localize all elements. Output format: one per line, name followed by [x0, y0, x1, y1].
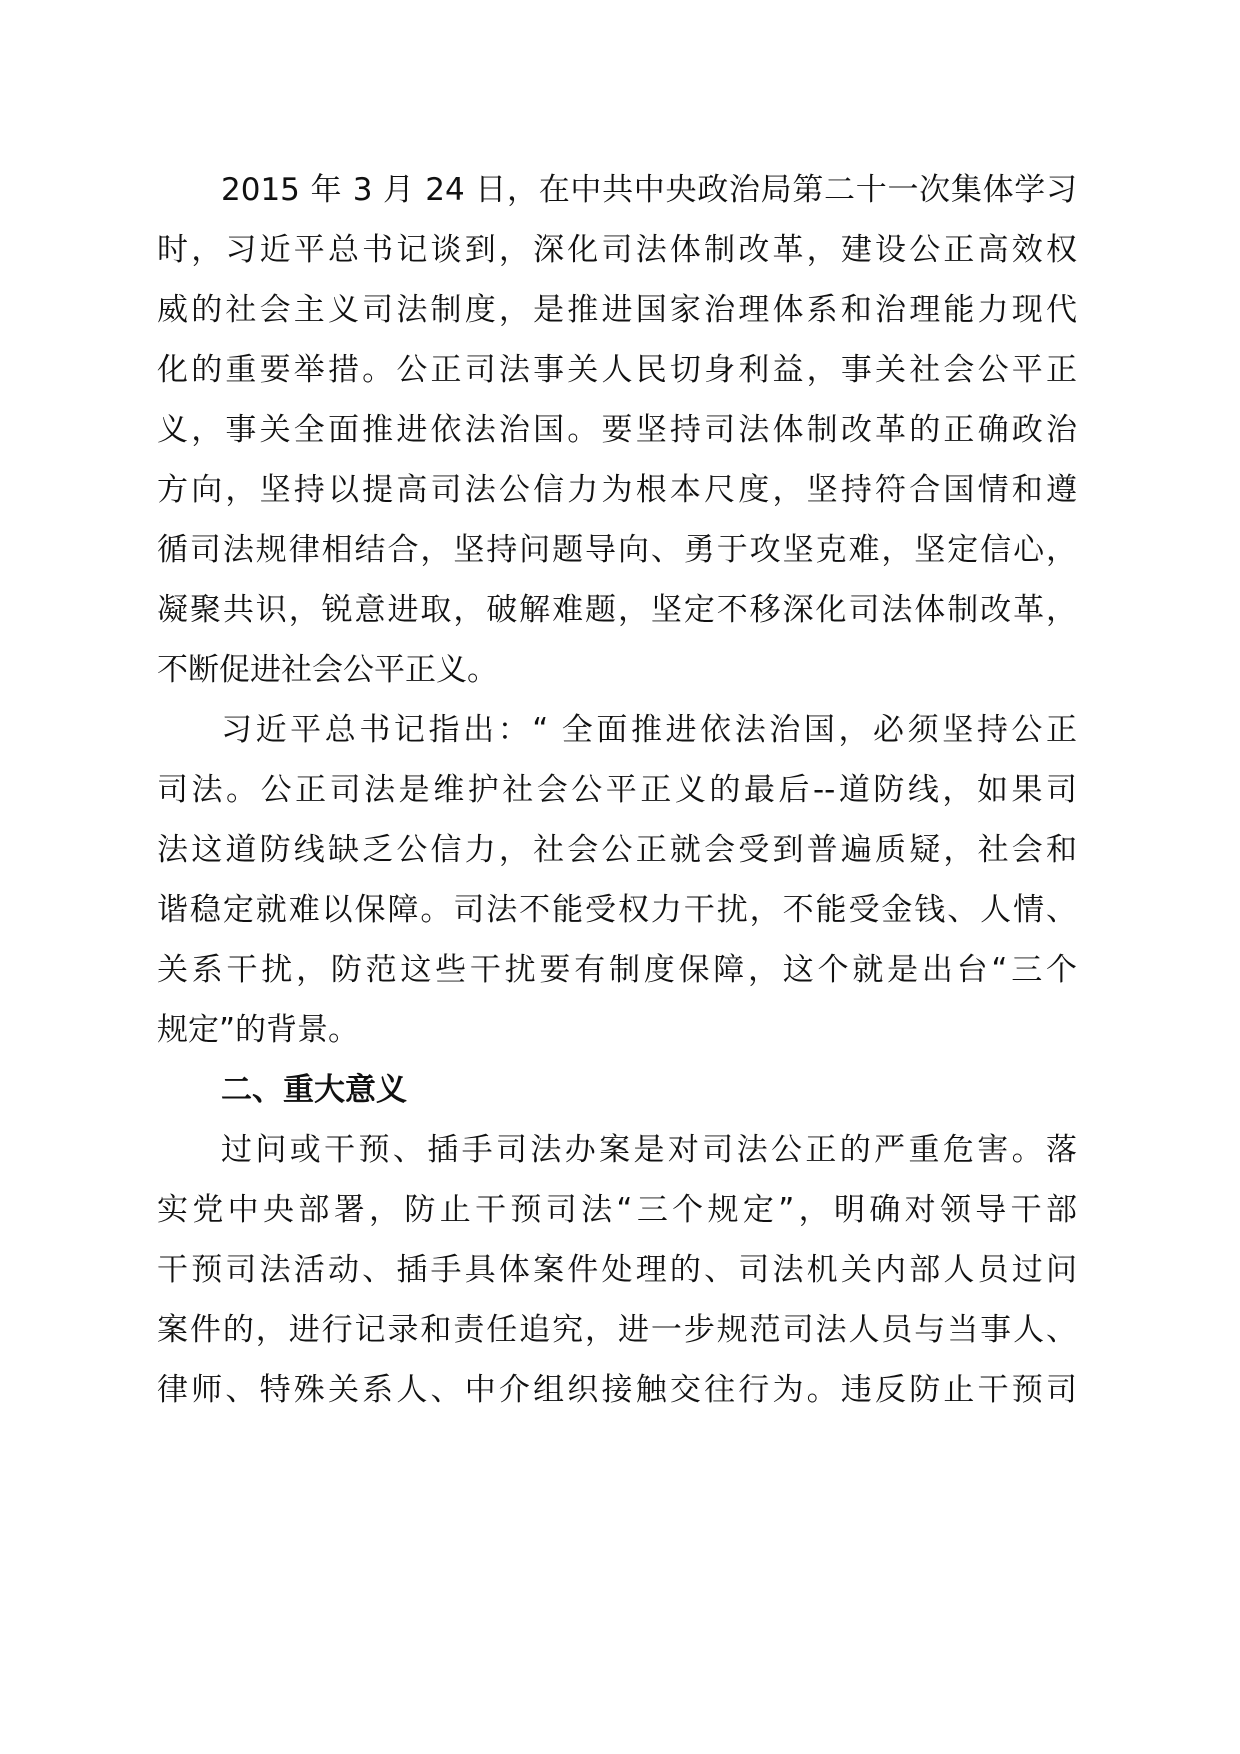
paragraph-1-line-7: 循司法规律相结合，坚持问题导向、勇于攻坚克难，坚定信心，	[157, 532, 1077, 568]
paragraph-3-line-3: 干预司法活动、插手具体案件处理的、司法机关内部人员过问	[157, 1252, 1077, 1288]
paragraph-1-line-4: 化的重要举措。公正司法事关人民切身利益，事关社会公平正	[157, 352, 1077, 388]
paragraph-2-line-3: 法这道防线缺乏公信力，社会公正就会受到普遍质疑，社会和	[157, 832, 1077, 868]
paragraph-1-line-3: 威的社会主义司法制度，是推进国家治理体系和治理能力现代	[157, 292, 1077, 328]
paragraph-2-line-4: 谐稳定就难以保障。司法不能受权力干扰，不能受金钱、人情、	[157, 892, 1077, 928]
paragraph-2-line-5: 关系干扰，防范这些干扰要有制度保障，这个就是出台“三个	[157, 952, 1077, 988]
paragraph-1-line-6: 方向，坚持以提高司法公信力为根本尺度，坚持符合国情和遵	[157, 472, 1077, 508]
paragraph-1-line-1: 2015 年 3 月 24 日，在中共中央政治局第二十一次集体学习	[221, 172, 1077, 208]
paragraph-3-line-1: 过问或干预、插手司法办案是对司法公正的严重危害。落	[221, 1132, 1077, 1168]
paragraph-1-line-9: 不断促进社会公平正义。	[157, 652, 498, 688]
paragraph-1-line-5: 义，事关全面推进依法治国。要坚持司法体制改革的正确政治	[157, 412, 1077, 448]
paragraph-2-line-1: 习近平总书记指出：“ 全面推进依法治国，必须坚持公正	[221, 712, 1077, 748]
paragraph-1-line-8: 凝聚共识，锐意进取，破解难题，坚定不移深化司法体制改革，	[157, 592, 1077, 628]
paragraph-3-line-4: 案件的，进行记录和责任追究，进一步规范司法人员与当事人、	[157, 1312, 1077, 1348]
paragraph-1-line-2: 时，习近平总书记谈到，深化司法体制改革，建设公正高效权	[157, 232, 1077, 268]
section-heading: 二、重大意义	[221, 1072, 407, 1108]
paragraph-3-line-2: 实党中央部署，防止干预司法“三个规定”，明确对领导干部	[157, 1192, 1077, 1228]
paragraph-2-line-2: 司法。公正司法是维护社会公平正义的最后--道防线，如果司	[157, 772, 1077, 808]
paragraph-2-line-6: 规定”的背景。	[157, 1012, 360, 1048]
paragraph-3-line-5: 律师、特殊关系人、中介组织接触交往行为。违反防止干预司	[157, 1372, 1077, 1408]
